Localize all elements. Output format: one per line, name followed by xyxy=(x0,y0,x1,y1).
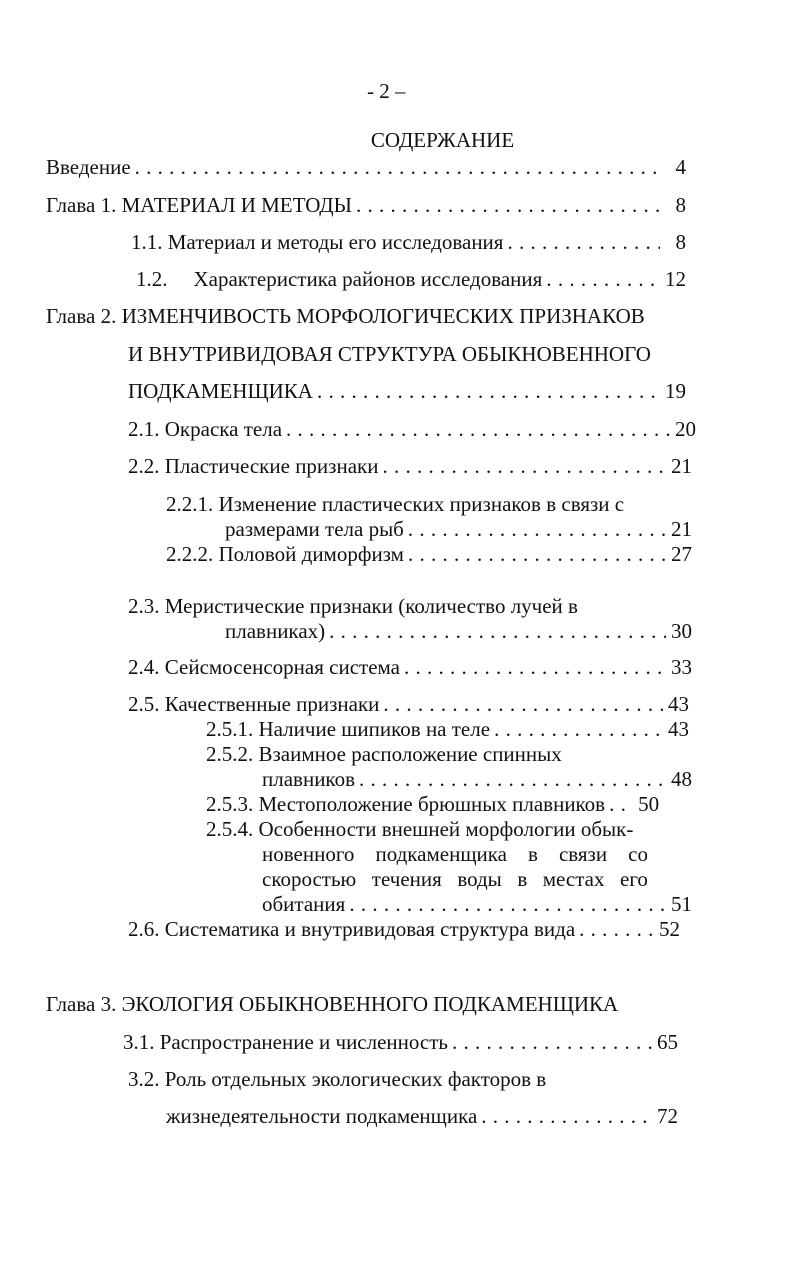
toc-page: 21 xyxy=(671,454,692,478)
toc-entry-2-6 xyxy=(128,916,680,942)
toc-label: 1.1. Материал и методы его исследования xyxy=(131,230,504,254)
toc-entry-chapter-2-line-1: Глава 2. ИЗМЕНЧИВОСТЬ МОРФОЛОГИЧЕСКИХ ПРИЗНАКОВ xyxy=(46,304,645,328)
toc-entry-1-2 xyxy=(136,266,686,292)
toc-entry-2-5 xyxy=(128,691,689,717)
toc-entry-3-1 xyxy=(123,1029,678,1055)
toc-label: 2.6. Систематика и внутривидовая структура вида xyxy=(128,917,576,941)
toc-page: 19 xyxy=(665,379,686,403)
word: подкаменщика xyxy=(375,842,507,866)
leader-dots xyxy=(452,1029,652,1055)
leader-dots xyxy=(329,618,666,644)
toc-entry-2-5-1 xyxy=(206,716,689,742)
toc-label: 2.5.1. Наличие шипиков на теле xyxy=(206,717,491,741)
toc-label: 2.5. Качественные признаки xyxy=(128,692,380,716)
leader-dots xyxy=(286,416,670,442)
leader-dots xyxy=(356,192,660,218)
toc-label: 2.4. Сейсмосенсорная система xyxy=(128,655,400,679)
leader-dots xyxy=(408,516,666,542)
toc-page: 43 xyxy=(668,692,689,716)
toc-entry-2-5-2-line-1: 2.5.2. Взаимное расположение спинных xyxy=(206,742,562,766)
word: связи xyxy=(558,842,608,866)
toc-page: 8 xyxy=(675,193,686,217)
toc-page: 12 xyxy=(665,267,686,291)
leader-dots xyxy=(546,266,660,292)
toc-entry-chapter-2-line-3 xyxy=(128,378,686,404)
page-number: - 2 – xyxy=(367,79,406,103)
leader-dots xyxy=(481,1103,652,1129)
toc-page: 48 xyxy=(671,767,692,791)
toc-label: Глава 1. МАТЕРИАЛ И МЕТОДЫ xyxy=(46,193,352,217)
toc-label: плавников xyxy=(262,767,355,791)
toc-page: 52 xyxy=(659,917,680,941)
leader-dots xyxy=(349,891,666,917)
toc-page: 30 xyxy=(671,619,692,643)
toc-entry-2-5-4-line-3 xyxy=(262,866,648,892)
word: со xyxy=(628,842,648,866)
toc-entry-2-1 xyxy=(128,416,696,442)
toc-entry-2-5-3 xyxy=(206,791,686,817)
toc-entry-3-2-line-1: 3.2. Роль отдельных экологических факторов в xyxy=(128,1067,547,1091)
word: течения xyxy=(371,867,442,891)
toc-entry-2-5-4-line-1: 2.5.4. Особенности внешней морфологии обык- xyxy=(206,817,634,841)
word: новенного xyxy=(262,842,355,866)
toc-page: 50 xyxy=(638,792,660,816)
contents-title: СОДЕРЖАНИЕ xyxy=(370,128,515,152)
leader-dots xyxy=(507,229,660,255)
word: воды xyxy=(457,867,502,891)
leader-dots xyxy=(408,541,666,567)
toc-label: 2.2.2. Половой диморфизм xyxy=(166,542,404,566)
word: его xyxy=(620,867,648,891)
toc-page: 72 xyxy=(657,1104,678,1128)
toc-entry-2-2-1-line-2 xyxy=(225,516,692,542)
toc-label: ПОДКАМЕНЩИКА xyxy=(128,379,313,403)
toc-entry-intro xyxy=(46,154,686,180)
leader-dots xyxy=(135,154,660,180)
word: скоростью xyxy=(262,867,357,891)
toc-label: плавниках) xyxy=(225,619,326,643)
toc-entry-chapter-3: Глава 3. ЭКОЛОГИЯ ОБЫКНОВЕННОГО ПОДКАМЕНЩИКА xyxy=(46,992,619,1016)
toc-label: 2.1. Окраска тела xyxy=(128,417,283,441)
toc-entry-2-3-line-1: 2.3. Меристические признаки (количество лучей в xyxy=(128,594,578,618)
toc-page: 27 xyxy=(671,542,692,566)
toc-label: размерами тела рыб xyxy=(225,517,404,541)
toc-number: 1.2. xyxy=(136,267,168,291)
toc-page: 21 xyxy=(671,517,692,541)
toc-label: 2.2. Пластические признаки xyxy=(128,454,379,478)
toc-label: обитания xyxy=(262,892,346,916)
toc-entry-2-5-4-line-4 xyxy=(262,891,692,917)
leader-dots xyxy=(404,654,666,680)
toc-label: 2.5.3. Местоположение брюшных плавников xyxy=(206,792,606,816)
leader-dots xyxy=(383,691,663,717)
toc-page: 43 xyxy=(668,717,689,741)
toc-label: Характеристика районов исследования xyxy=(193,267,543,291)
leader-dots xyxy=(382,453,666,479)
toc-entry-2-3-line-2 xyxy=(225,618,692,644)
leader-dots xyxy=(579,916,654,942)
toc-page: 4 xyxy=(675,155,686,179)
word: в xyxy=(527,842,538,866)
toc-entry-3-2-line-2 xyxy=(166,1103,678,1129)
toc-page: 33 xyxy=(671,655,692,679)
toc-page: 20 xyxy=(675,417,696,441)
leader-dots xyxy=(494,716,663,742)
toc-entry-chapter-1 xyxy=(46,192,686,218)
leader-dots xyxy=(317,378,660,404)
toc-entry-2-2-2 xyxy=(166,541,692,567)
toc-label: Введение xyxy=(46,155,131,179)
word: местах xyxy=(542,867,605,891)
toc-entry-2-2 xyxy=(128,453,692,479)
leader-dots xyxy=(359,766,666,792)
toc-entry-2-4 xyxy=(128,654,692,680)
toc-entry-2-5-4-line-2 xyxy=(262,841,648,867)
toc-label: 3.1. Распространение и численность xyxy=(123,1030,448,1054)
leader-dots xyxy=(609,791,633,817)
toc-entry-2-2-1-line-1: 2.2.1. Изменение пластических признаков в связи с xyxy=(166,492,625,516)
toc-page: 8 xyxy=(675,230,686,254)
toc-entry-2-5-2-line-2 xyxy=(262,766,692,792)
toc-page: 65 xyxy=(657,1030,678,1054)
toc-entry-1-1 xyxy=(131,229,686,255)
word: в xyxy=(517,867,528,891)
toc-label: жизнедеятельности подкаменщика xyxy=(166,1104,478,1128)
toc-page: 51 xyxy=(671,892,692,916)
toc-entry-chapter-2-line-2: И ВНУТРИВИДОВАЯ СТРУКТУРА ОБЫКНОВЕННОГО xyxy=(128,342,651,366)
